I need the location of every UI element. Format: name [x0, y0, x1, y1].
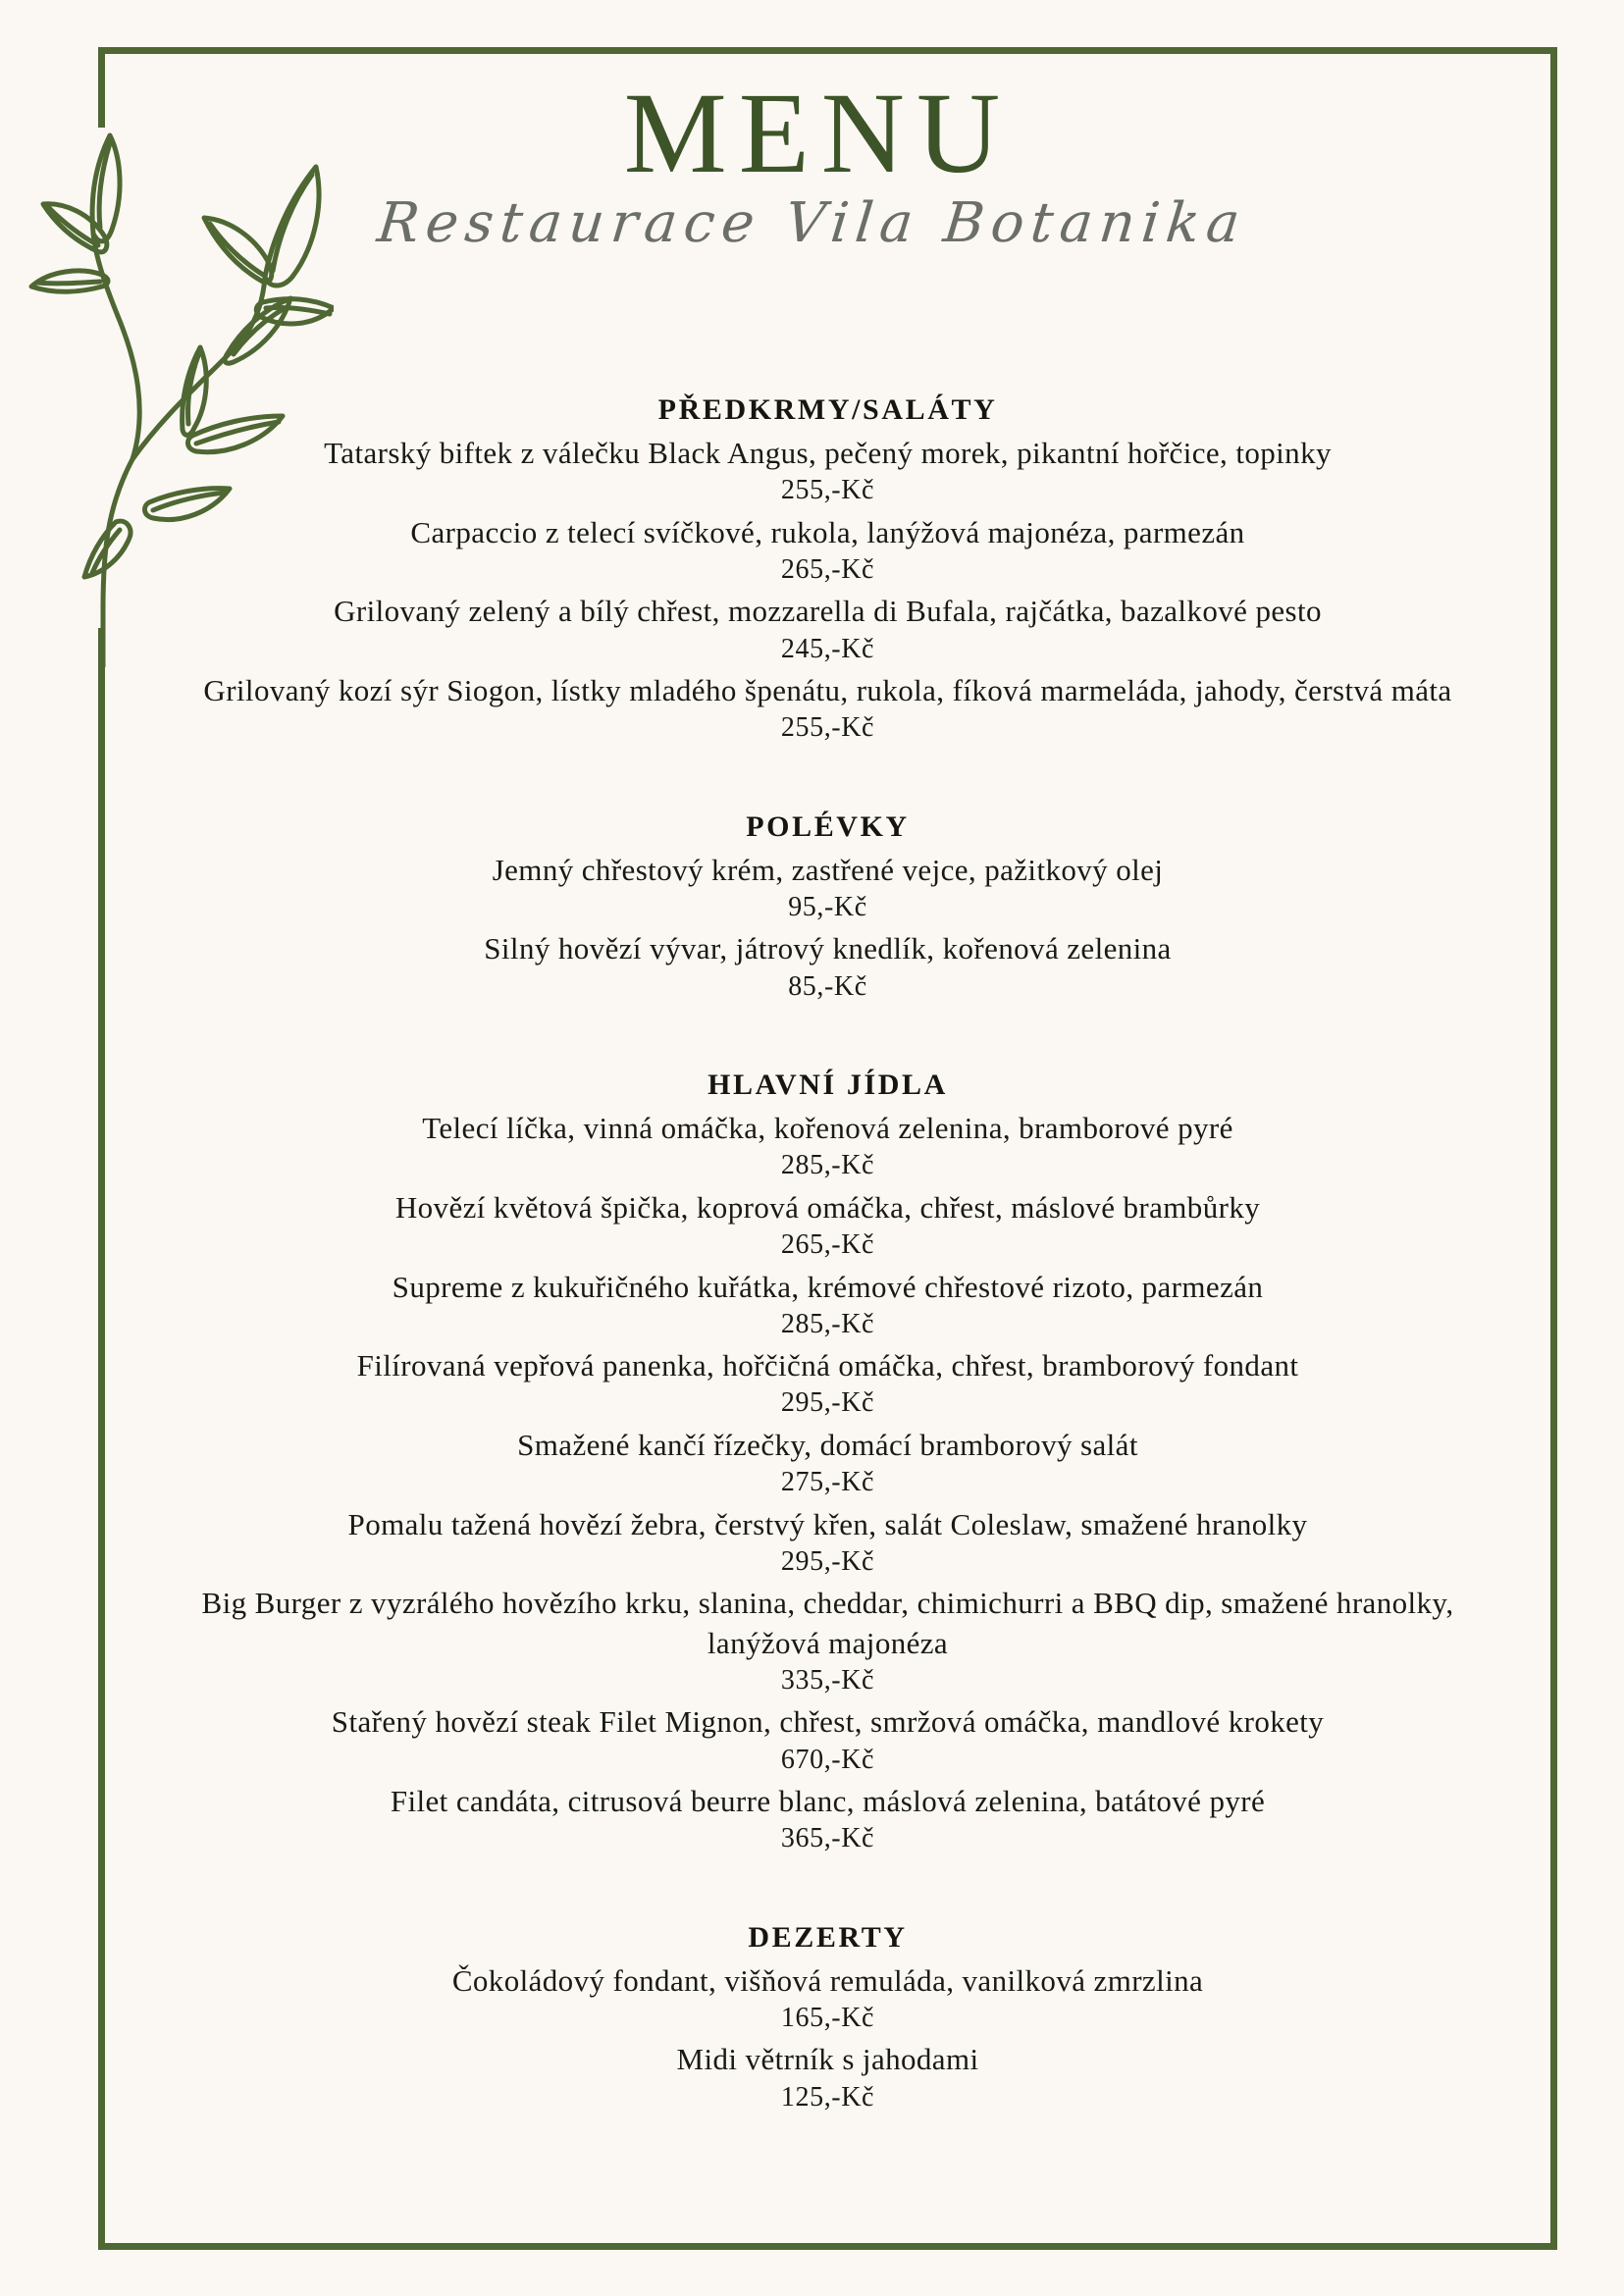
menu-item-name: Jemný chřestový krém, zastřené vejce, pažitkový olej	[492, 852, 1164, 887]
menu-item	[105, 1505, 1550, 1581]
menu-item-name: Grilovaný kozí sýr Siogon, lístky mladého špenátu, rukola, fíková marmeláda, jahody, čerstvá máta	[203, 673, 1452, 708]
menu-header	[0, 0, 1624, 255]
menu-item-name: Smažené kančí řízečky, domácí bramborový salát	[517, 1427, 1138, 1462]
menu-item	[105, 1702, 1550, 1778]
menu-item-name: Big Burger z vyzrálého hovězího krku, slanina, cheddar, chimichurri a BBQ dip, smažené hranolky, lanýžová majonéza	[201, 1586, 1454, 1660]
menu-sections	[105, 392, 1550, 2145]
menu-item-name: Grilovaný zelený a bílý chřest, mozzarella di Bufala, rajčátka, bazalkové pesto	[334, 594, 1322, 629]
menu-item	[105, 1584, 1550, 1698]
menu-item-name: Hovězí květová špička, koprová omáčka, chřest, máslové brambůrky	[394, 1189, 1261, 1225]
menu-item-price: 255,-Kč	[780, 475, 875, 506]
menu-item-price: 165,-Kč	[780, 2002, 875, 2033]
menu-item	[105, 592, 1550, 667]
menu-item	[105, 2040, 1550, 2115]
menu-item	[105, 1782, 1550, 1857]
menu-item	[105, 434, 1550, 509]
menu-item-price: 245,-Kč	[780, 633, 875, 664]
menu-item	[105, 1109, 1550, 1184]
menu-item-price: 85,-Kč	[788, 970, 867, 1002]
menu-item	[105, 1188, 1550, 1264]
section-spacer	[105, 776, 1550, 809]
menu-item	[105, 929, 1550, 1005]
section-heading: POLÉVKY	[746, 809, 910, 843]
section-spacer	[105, 1034, 1550, 1068]
section-heading: DEZERTY	[748, 1920, 908, 1954]
menu-item-name: Telecí líčka, vinná omáčka, kořenová zelenina, bramborové pyré	[422, 1111, 1233, 1146]
menu-item	[105, 851, 1550, 926]
menu-section	[105, 1068, 1550, 1856]
menu-item-price: 255,-Kč	[780, 712, 875, 744]
menu-item-price: 285,-Kč	[780, 1150, 875, 1181]
border-left-lower	[98, 628, 105, 2250]
restaurant-name: Restaurace Vila Botanika	[374, 190, 1250, 255]
menu-item-price: 285,-Kč	[780, 1308, 875, 1339]
menu-item-name: Čokoládový fondant, višňová remuláda, vanilková zmrzlina	[451, 1962, 1204, 1998]
section-heading: PŘEDKRMY/SALÁTY	[657, 393, 998, 426]
menu-section	[105, 1920, 1550, 2115]
menu-item	[105, 671, 1550, 747]
page-title: MENU	[623, 69, 1013, 197]
menu-item-name: Supreme z kukuřičného kuřátka, krémové chřestové rizoto, parmezán	[392, 1269, 1264, 1304]
menu-item-price: 265,-Kč	[780, 1229, 875, 1261]
section-heading: HLAVNÍ JÍDLA	[707, 1069, 948, 1102]
menu-item-price: 295,-Kč	[780, 1387, 875, 1419]
menu-section	[105, 809, 1550, 1005]
menu-item-name: Carpaccio z telecí svíčkové, rukola, lanýžová majonéza, parmezán	[410, 514, 1245, 549]
menu-item	[105, 1426, 1550, 1501]
menu-item	[105, 513, 1550, 589]
menu-item	[105, 1346, 1550, 1422]
menu-item-price: 265,-Kč	[780, 553, 875, 585]
menu-item-name: Filet candáta, citrusová beurre blanc, máslová zelenina, batátové pyré	[390, 1783, 1266, 1818]
border-right	[1550, 47, 1557, 2250]
menu-item	[105, 1268, 1550, 1343]
menu-item-name: Pomalu tažená hovězí žebra, čerstvý křen, salát Coleslaw, smažené hranolky	[347, 1506, 1308, 1541]
menu-item-price: 670,-Kč	[780, 1744, 875, 1775]
menu-item-price: 125,-Kč	[780, 2081, 875, 2113]
menu-section	[105, 392, 1550, 747]
section-spacer	[105, 1887, 1550, 1920]
menu-item-price: 275,-Kč	[780, 1467, 875, 1498]
menu-item-price: 365,-Kč	[780, 1823, 875, 1854]
menu-item-price: 95,-Kč	[788, 892, 867, 923]
menu-item-name: Silný hovězí vývar, játrový knedlík, kořenová zelenina	[484, 931, 1172, 966]
menu-item-price: 295,-Kč	[780, 1545, 875, 1577]
menu-item-price: 335,-Kč	[780, 1664, 875, 1696]
menu-item-name: Tatarský biftek z válečku Black Angus, pečený morek, pikantní hořčice, topinky	[324, 436, 1332, 470]
border-bottom	[98, 2243, 1557, 2250]
menu-item-name: Filírovaná vepřová panenka, hořčičná omáčka, chřest, bramborový fondant	[356, 1348, 1299, 1383]
menu-item-name: Stařený hovězí steak Filet Mignon, chřest, smržová omáčka, mandlové krokety	[331, 1704, 1325, 1740]
menu-item-name: Midi větrník s jahodami	[676, 2042, 979, 2077]
menu-item	[105, 1961, 1550, 2037]
